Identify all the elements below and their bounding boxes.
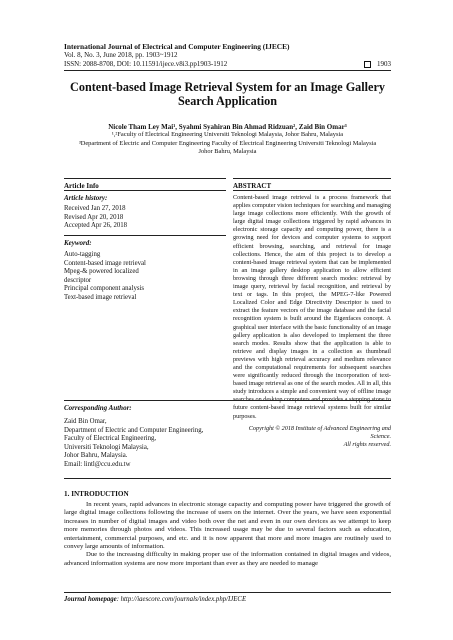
keyword-item: Text-based image retrieval: [64, 293, 137, 301]
corresponding-author: [64, 404, 391, 470]
corresponding-bottom-rule: [64, 478, 391, 479]
article-history: [64, 194, 226, 231]
copyright-line: All rights reserved.: [343, 440, 391, 448]
author-line: Zaid Bin Omar,: [64, 418, 107, 425]
affiliation-line: ³Department of Electric and Computer Engineering Faculty of Electrical Engineering Universiti Teknologi Malaysia: [78, 139, 377, 147]
history-revised: Revised Apr 20, 2018: [64, 213, 124, 221]
keyword-item: Principal component analysis: [64, 285, 145, 293]
keyword-item: descriptor: [64, 276, 92, 284]
homepage-label: Journal homepage: [64, 596, 117, 603]
article-info-heading-rule: [64, 190, 226, 191]
author-email: Email: lintl@ccu.edu.tw: [64, 460, 131, 468]
journal-header: [64, 42, 391, 69]
intro-paragraph: In recent years, rapid advances in electronic storage capacity and computing power have triggered the growth of large digital image collections following the increase of users on the internet. Over the years, we have seen exponential increases in number of digital images and video both over the net and even in our own devices as we attempt to keep more memories through photos and videos. This increased usage may be due to several factors such as education, entertainment, commercial purposes, and etc. and it is now apparent that more and more images are routinely used to convey large amounts of information.: [64, 501, 391, 551]
author-line: Department of Electric and Computer Engineering,: [64, 426, 204, 434]
paper-title: Content-based Image Retrieval System for an Image Gallery Search Application: [70, 80, 385, 108]
abstract-top-rule: [233, 178, 391, 179]
intro-paragraph: Due to the increasing difficulty in making proper use of the information contained in digital images and videos, advanced information systems are now more important than ever as they are needed to manage: [64, 551, 391, 567]
keywords-block: [64, 239, 226, 303]
affiliation-line: ¹,²Faculty of Electrical Engineering Universiti Teknologi Malaysia, Johor Bahru, Malaysia: [111, 131, 344, 138]
corresponding-top-rule: [64, 400, 391, 401]
corresponding-heading: Corresponding Author:: [64, 404, 132, 412]
journal-footer: [64, 596, 391, 603]
history-accepted: Accepted Apr 26, 2018: [64, 222, 128, 230]
keyword-item: Auto-tagging: [64, 251, 101, 258]
author-list: Nicole Tham Ley Mai¹, Syahmi Syahiran Bin Ahmad Ridzuan², Zaid Bin Omar³: [108, 123, 347, 131]
article-info-heading: Article Info: [64, 182, 99, 190]
copyright-line: Copyright © 2018 Institute of Advanced Engineering and Science.: [248, 424, 391, 440]
page-number: 1903: [377, 60, 391, 68]
history-divider: [64, 235, 226, 236]
issn-doi: ISSN: 2088-8708, DOI: 10.11591/ijece.v8i3.pp1903-1912: [64, 60, 228, 68]
author-line: Johor Bahru, Malaysia.: [64, 452, 128, 460]
keyword-item: Mpeg-& powered localized: [64, 268, 139, 276]
history-received: Received Jan 27, 2018: [64, 205, 126, 212]
author-line: Universiti Teknologi Malaysia,: [64, 443, 149, 451]
homepage-url[interactable]: : http://iaescore.com/journals/index.php/IJECE: [116, 596, 247, 603]
affiliation-line: Johor Bahru, Malaysia: [198, 148, 257, 156]
abstract-heading: ABSTRACT: [233, 182, 272, 190]
affiliations: [64, 131, 391, 157]
volume-info: Vol. 8, No. 3, June 2018, pp. 1903~1912: [64, 51, 178, 59]
history-heading: Article history:: [64, 194, 108, 202]
abstract-text: Content-based image retrieval is a process framework that applies computer vision techniques for searching and managing large image collections more efficiently. With the growth of large digital image collections triggered by rapid advances in electronic storage capacity and computing power, there is a growing need for devices and computer systems to support efficient browsing, searching, and retrieval for image collections. Hence, the aim of this project is to develop a content-based image retrieval system that can be implemented in an image gallery desktop application to allow efficient browsing through three different search modes: retrieval by image query, retrieval by facial recognition, and retrieval by text or tags. In this project, the MPEG-7-like Powered Localized Color and Edge Directivity Descriptor is used to extract the feature vectors of the image database and the facial recognition system is built around the Eigenfaces concept. A graphical user interface with the basic functionality of an image gallery application is also developed to implement the three search modes. Results show that the application is able to retrieve and display images in a collection as thumbnail previews with high retrieval accuracy and medium relevance and the computational requirements for subsequent searches were significantly reduced through the incorporation of text-based image retrieval as one of the search modes. All in all, this study introduces a simple and convenient way of offline image searches on desktop computers and provides a stepping stone to future content-based image retrieval systems built for similar purposes.: [233, 194, 391, 420]
keywords-heading: Keyword:: [64, 239, 92, 247]
abstract-heading-rule: [233, 190, 391, 191]
author-line: Faculty of Electrical Engineering,: [64, 435, 157, 443]
article-info-top-rule: [64, 178, 226, 179]
header-divider: [64, 70, 391, 71]
introduction-section: [64, 490, 391, 568]
footer-rule: [64, 592, 391, 593]
keyword-item: Content-based image retrieval: [64, 259, 146, 267]
introduction-heading: 1. INTRODUCTION: [64, 490, 129, 498]
journal-name: International Journal of Electrical and Computer Engineering (IJECE): [64, 42, 290, 51]
square-icon: [364, 61, 371, 68]
